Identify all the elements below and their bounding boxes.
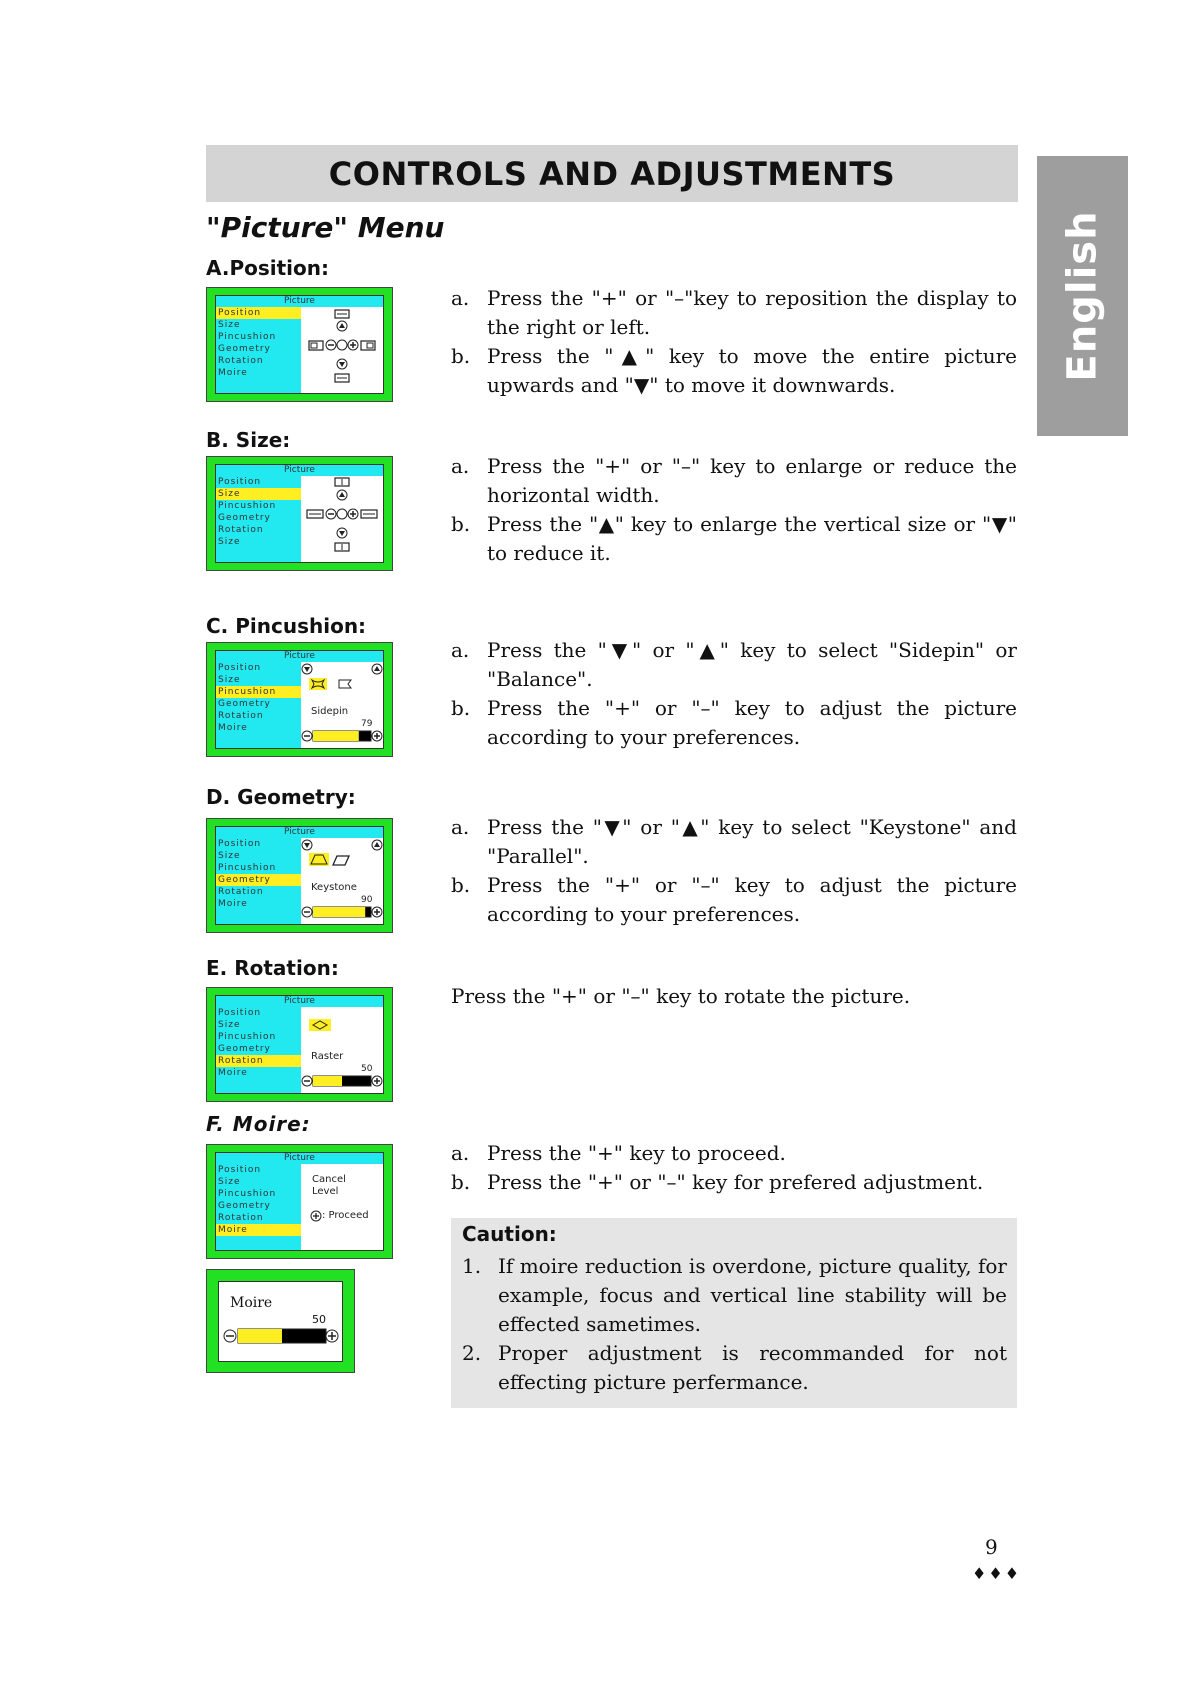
instructions-pincushion xyxy=(451,636,1017,752)
page-number: 9 xyxy=(985,1535,998,1559)
instruction-item: b. Press the "+" or "–" key for prefered adjustment. xyxy=(451,1170,984,1194)
osd-menu-item: Pincushion xyxy=(218,1032,277,1042)
osd-menu-item: Pincushion xyxy=(216,686,301,698)
osd-menu-item: Size xyxy=(218,1177,241,1187)
section-heading-size: B. Size: xyxy=(206,428,291,452)
caution-heading: Caution: xyxy=(462,1222,557,1246)
osd-title: Picture xyxy=(216,651,383,662)
osd-menu-list xyxy=(216,662,301,748)
osd-size-menu xyxy=(206,456,393,571)
caution-item: 2. Proper adjustment is recommanded for not effecting picture perfermance. xyxy=(462,1341,1007,1394)
adjust-value: 50 xyxy=(361,1064,373,1074)
osd-menu-item: Size xyxy=(218,851,241,861)
caution-item: 1. If moire reduction is overdone, picture quality, for example, focus and vertical line stability will be effected sametimes. xyxy=(462,1254,1007,1336)
osd-menu-item: Rotation xyxy=(218,525,264,535)
osd-menu-item: Moire xyxy=(218,899,248,909)
instruction-item: b. Press the "▲" key to enlarge the vertical size or "▼" to reduce it. xyxy=(451,512,1017,565)
osd-screen xyxy=(215,1152,384,1251)
osd-menu-list xyxy=(216,1007,301,1093)
language-tab xyxy=(1037,156,1128,436)
section-heading-rotation: E. Rotation: xyxy=(206,956,339,980)
osd-screen xyxy=(215,995,384,1094)
language-tab-label: English xyxy=(1059,210,1106,382)
option-cancel: Cancel xyxy=(312,1174,346,1185)
osd-geometry-menu xyxy=(206,818,393,933)
osd-moire-level-panel xyxy=(206,1269,355,1373)
osd-moire-menu xyxy=(206,1144,393,1259)
moire-label: Moire xyxy=(230,1295,273,1311)
option-level: Level xyxy=(312,1186,339,1197)
osd-menu-item: Moire xyxy=(218,723,248,733)
parallel-icon xyxy=(333,856,349,865)
osd-screen xyxy=(215,826,384,925)
balance-icon xyxy=(339,680,351,688)
osd-menu-item: Geometry xyxy=(218,513,271,523)
osd-menu-item: Geometry xyxy=(218,699,271,709)
menu-heading: "Picture" Menu xyxy=(206,211,445,244)
instruction-item: Press the "+" or "–" key to rotate the picture. xyxy=(451,984,911,1008)
osd-menu-item: Position xyxy=(218,839,262,849)
section-heading-geometry: D. Geometry: xyxy=(206,785,356,809)
instruction-item: b. Press the "+" or "–" key to adjust the picture according to your preferences. xyxy=(451,873,1017,926)
adjust-label: Keystone xyxy=(311,882,357,893)
osd-title: Picture xyxy=(216,465,383,476)
osd-menu-item: Moire xyxy=(218,1068,248,1078)
osd-menu-item: Geometry xyxy=(218,1201,271,1211)
osd-menu-item: Size xyxy=(218,537,241,547)
osd-menu-item: Geometry xyxy=(218,344,271,354)
osd-menu-list xyxy=(216,1164,301,1250)
osd-rotation-menu xyxy=(206,987,393,1102)
osd-position-controls xyxy=(301,307,383,393)
osd-geometry-controls xyxy=(301,838,383,924)
instructions-rotation xyxy=(451,982,1017,1011)
level-bar-fill xyxy=(313,907,365,917)
option-proceed: : Proceed xyxy=(322,1210,369,1221)
osd-menu-list xyxy=(216,838,301,924)
osd-menu-item: Pincushion xyxy=(218,1189,277,1199)
osd-title: Picture xyxy=(216,996,383,1007)
instruction-item: a. Press the "+" or "–"key to reposition the display to the right or left. xyxy=(451,286,1017,339)
section-heading-moire: F. Moire: xyxy=(206,1112,311,1136)
osd-menu-item: Position xyxy=(218,663,262,673)
osd-screen xyxy=(218,1281,343,1362)
osd-menu-item: Size xyxy=(216,488,301,500)
adjust-label: Raster xyxy=(311,1051,344,1062)
osd-title: Picture xyxy=(216,296,383,307)
level-bar-fill xyxy=(238,1329,282,1343)
instructions-geometry xyxy=(451,813,1017,929)
osd-menu-item: Size xyxy=(218,320,241,330)
osd-menu-item: Geometry xyxy=(216,874,301,886)
osd-screen xyxy=(215,650,384,749)
osd-menu-item: Rotation xyxy=(218,356,264,366)
adjust-value: 90 xyxy=(361,895,373,905)
osd-moire-controls xyxy=(301,1164,383,1250)
section-heading-pincushion: C. Pincushion: xyxy=(206,614,367,638)
osd-pincushion-menu xyxy=(206,642,393,757)
instruction-item: b. Press the "▲" key to move the entire picture upwards and "▼" to move it downwards. xyxy=(451,344,1017,397)
osd-title: Picture xyxy=(216,1153,383,1164)
caution-list xyxy=(462,1252,1007,1397)
osd-menu-item: Position xyxy=(218,1008,262,1018)
osd-menu-item: Rotation xyxy=(218,1213,264,1223)
osd-screen xyxy=(215,295,384,394)
section-heading-position: A.Position: xyxy=(206,256,329,280)
osd-menu-item: Geometry xyxy=(218,1044,271,1054)
osd-menu-item: Position xyxy=(218,1165,262,1175)
adjust-value: 79 xyxy=(361,719,373,729)
osd-menu-item: Rotation xyxy=(218,887,264,897)
instruction-item: b. Press the "+" or "–" key to adjust the picture according to your preferences. xyxy=(451,696,1017,749)
osd-rotation-controls xyxy=(301,1007,383,1093)
osd-menu-item: Moire xyxy=(218,368,248,378)
osd-menu-list xyxy=(216,307,301,393)
osd-menu-item: Moire xyxy=(216,1224,301,1236)
instruction-item: a. Press the "▼" or "▲" key to select "Sidepin" or "Balance". xyxy=(451,638,1017,691)
osd-menu-list xyxy=(216,476,301,562)
instructions-position xyxy=(451,284,1017,400)
moire-value: 50 xyxy=(312,1313,326,1326)
osd-pincushion-controls xyxy=(301,662,383,748)
osd-menu-item: Rotation xyxy=(216,1055,301,1067)
osd-menu-item: Size xyxy=(218,675,241,685)
instructions-size xyxy=(451,452,1017,568)
osd-menu-item: Position xyxy=(216,307,301,319)
osd-screen xyxy=(215,464,384,563)
osd-menu-item: Pincushion xyxy=(218,332,277,342)
osd-menu-item: Rotation xyxy=(218,711,264,721)
osd-position-menu xyxy=(206,287,393,402)
osd-menu-item: Size xyxy=(218,1020,241,1030)
osd-title: Picture xyxy=(216,827,383,838)
instruction-item: a. Press the "▼" or "▲" key to select "Keystone" and "Parallel". xyxy=(451,815,1017,868)
instructions-moire xyxy=(451,1139,1017,1197)
instruction-item: a. Press the "+" key to proceed. xyxy=(451,1141,786,1165)
osd-menu-item: Position xyxy=(218,477,262,487)
page-end-mark: ♦♦♦ xyxy=(972,1564,1022,1583)
instruction-item: a. Press the "+" or "–" key to enlarge or reduce the horizontal width. xyxy=(451,454,1017,507)
level-bar-fill xyxy=(313,1076,342,1086)
level-bar-fill xyxy=(313,731,359,741)
osd-menu-item: Pincushion xyxy=(218,863,277,873)
osd-menu-item: Pincushion xyxy=(218,501,277,511)
osd-size-controls xyxy=(301,476,383,562)
caution-box xyxy=(451,1218,1017,1408)
adjust-label: Sidepin xyxy=(311,706,349,717)
page-title: CONTROLS AND ADJUSTMENTS xyxy=(206,145,1018,202)
